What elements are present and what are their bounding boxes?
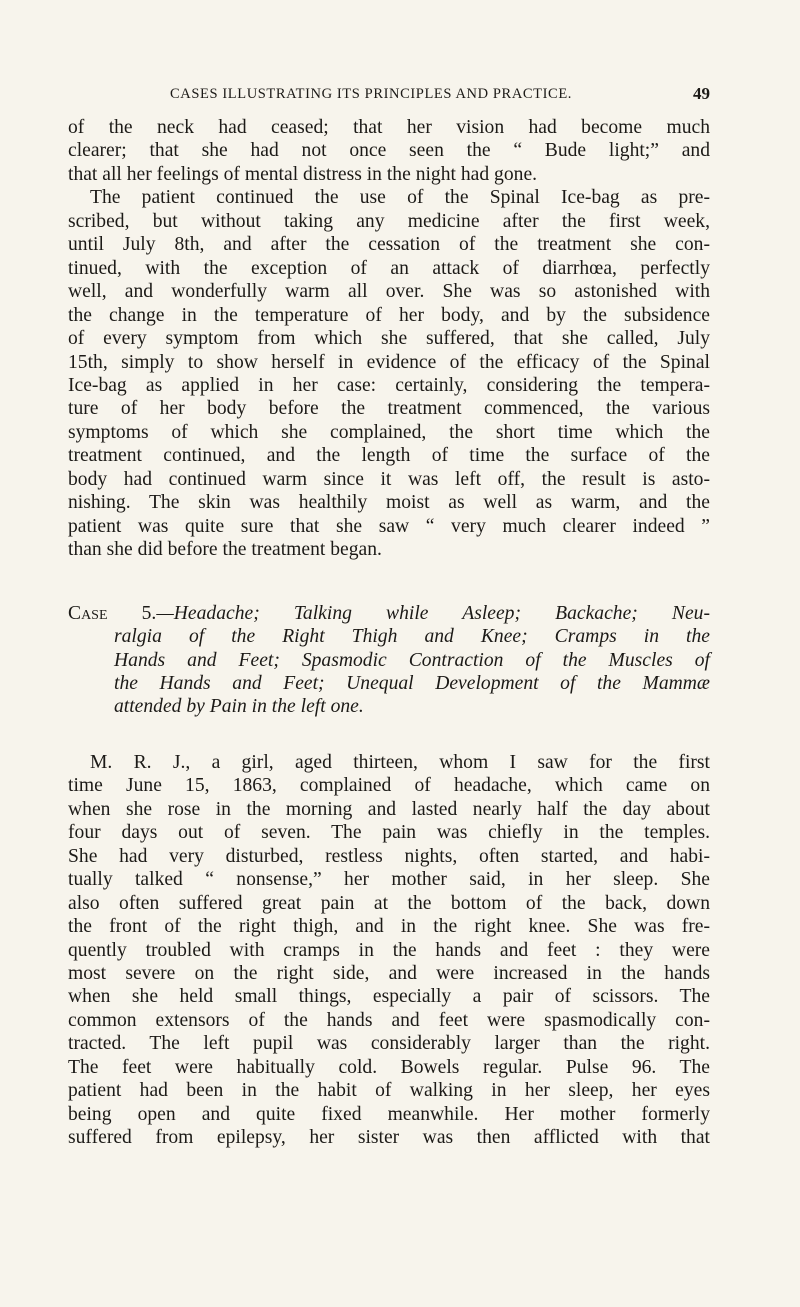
case-heading bbox=[68, 602, 710, 719]
text-line: suffered from epilepsy, her sister was then afflicted with that bbox=[68, 1127, 710, 1149]
text-line: The patient continued the use of the Spinal Ice-bag as pre- bbox=[90, 187, 710, 209]
text-line: when she rose in the morning and lasted nearly half the day about bbox=[68, 798, 710, 820]
text-line: tracted. The left pupil was considerably larger than the right. bbox=[68, 1033, 710, 1055]
text-line: 15th, simply to show herself in evidence of the efficacy of the Spinal bbox=[68, 351, 710, 373]
text-line: until July 8th, and after the cessation of the treatment she con- bbox=[68, 234, 710, 256]
text-line: nishing. The skin was healthily moist as well as warm, and the bbox=[68, 492, 710, 514]
text-line: treatment continued, and the length of time the surface of the bbox=[68, 445, 710, 467]
text-line: common extensors of the hands and feet were spasmodically con- bbox=[68, 1009, 710, 1031]
text-line: M. R. J., a girl, aged thirteen, whom I saw for the first bbox=[90, 751, 710, 773]
case-title-line: Hands and Feet; Spasmodic Contraction of the Muscles of bbox=[114, 649, 710, 671]
paragraph-continuation bbox=[68, 116, 710, 186]
case-heading-line bbox=[68, 602, 710, 625]
case-title-line: attended by Pain in the left one. bbox=[114, 696, 364, 718]
text-line: when she held small things, especially a pair of scissors. The bbox=[68, 986, 710, 1008]
case-title-line: —Headache; Talking while Asleep; Backache; Neu- bbox=[156, 602, 710, 624]
text-line: tually talked “ nonsense,” her mother said, in her sleep. She bbox=[68, 869, 710, 891]
paragraph-treatment-result bbox=[68, 186, 710, 561]
page-number: 49 bbox=[693, 84, 710, 103]
running-title: CASES ILLUSTRATING ITS PRINCIPLES AND PRACTICE. bbox=[170, 86, 573, 102]
running-head bbox=[68, 82, 710, 108]
text-line: most severe on the right side, and were increased in the hands bbox=[68, 962, 710, 984]
case-title-line: the Hands and Feet; Unequal Development of the Mammæ bbox=[114, 672, 710, 694]
paragraph-case-description bbox=[68, 751, 710, 1150]
text-line: time June 15, 1863, complained of headache, which came on bbox=[68, 775, 710, 797]
text-line: patient had been in the habit of walking in her sleep, her eyes bbox=[68, 1080, 710, 1102]
text-line: quently troubled with cramps in the hands and feet : they were bbox=[68, 939, 710, 961]
text-line: also often suffered great pain at the bottom of the back, down bbox=[68, 892, 710, 914]
case-title-line: ralgia of the Right Thigh and Knee; Cramps in the bbox=[114, 626, 710, 648]
text-line: that all her feelings of mental distress in the night had gone. bbox=[68, 163, 538, 185]
book-page bbox=[68, 82, 710, 1150]
text-line: the change in the temperature of her body, and by the subsidence bbox=[68, 304, 710, 326]
text-line: well, and wonderfully warm all over. She was so astonished with bbox=[68, 281, 710, 303]
text-line: patient was quite sure that she saw “ very much clearer indeed ” bbox=[68, 515, 710, 537]
text-line: body had continued warm since it was left off, the result is asto- bbox=[68, 468, 710, 490]
text-line: four days out of seven. The pain was chiefly in the temples. bbox=[68, 822, 710, 844]
case-label: Case 5. bbox=[68, 602, 157, 624]
text-line: clearer; that she had not once seen the “ Bude light;” and bbox=[68, 140, 710, 162]
text-line: being open and quite fixed meanwhile. Her mother formerly bbox=[68, 1103, 710, 1125]
text-line: of every symptom from which she suffered, that she called, July bbox=[68, 328, 710, 350]
text-line: scribed, but without taking any medicine after the first week, bbox=[68, 210, 710, 232]
text-line: Ice-bag as applied in her case: certainly, considering the tempera- bbox=[68, 374, 710, 396]
text-line: ture of her body before the treatment commenced, the various bbox=[68, 398, 710, 420]
text-line: than she did before the treatment began. bbox=[68, 539, 382, 561]
text-line: tinued, with the exception of an attack of diarrhœa, perfectly bbox=[68, 257, 710, 279]
text-line: of the neck had ceased; that her vision had become much bbox=[68, 117, 710, 138]
text-line: The feet were habitually cold. Bowels regular. Pulse 96. The bbox=[68, 1056, 710, 1078]
text-line: symptoms of which she complained, the short time which the bbox=[68, 421, 710, 443]
text-line: She had very disturbed, restless nights, often started, and habi- bbox=[68, 845, 710, 867]
text-line: the front of the right thigh, and in the right knee. She was fre- bbox=[68, 916, 710, 938]
